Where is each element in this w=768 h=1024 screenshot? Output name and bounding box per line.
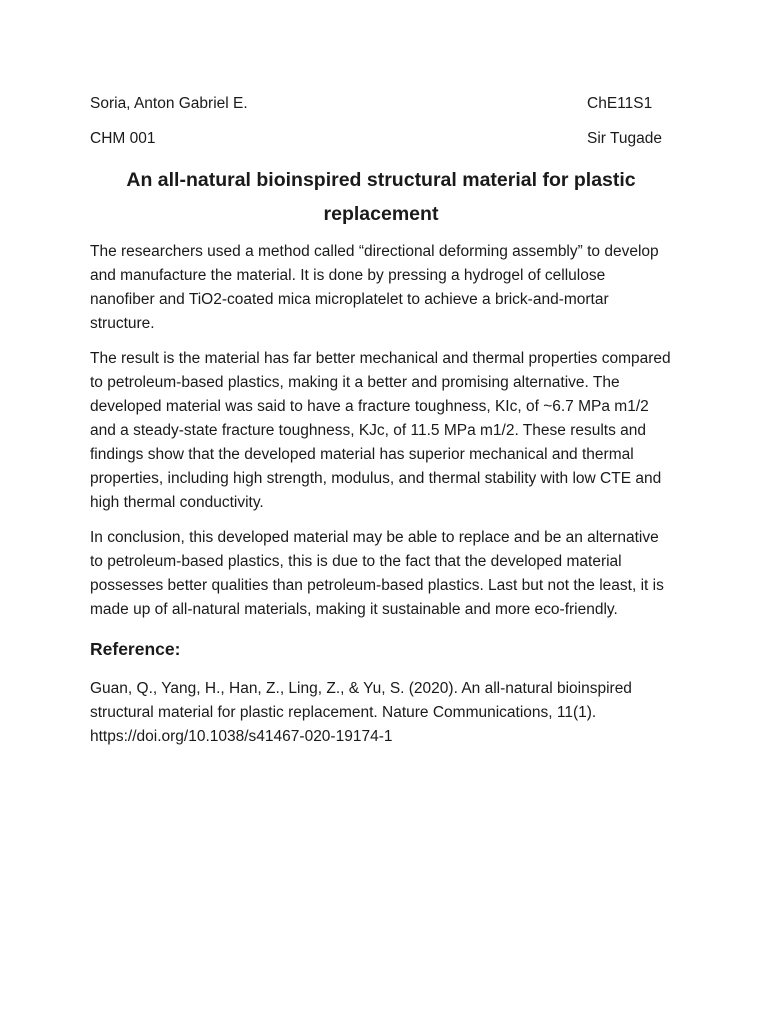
instructor-name: Sir Tugade [587, 130, 662, 147]
document-title: An all-natural bioinspired structural material for plastic replacement [126, 169, 636, 225]
reference-heading: Reference: [90, 639, 181, 659]
document-page [90, 92, 672, 749]
body-paragraph-conclusion: In conclusion, this developed material may be able to replace and be an alternative to petroleum-based plastics, this is due to the fact that the developed material possesses better qualities than petroleum-based plastics. Last but not the least, it is made up of all-natural materials, making it sustainable and more eco-friendly. [90, 529, 664, 618]
reference-citation: Guan, Q., Yang, H., Han, Z., Ling, Z., & Yu, S. (2020). An all-natural bioinspired structural material for plastic replacement. Nature Communications, 11(1). https://doi.org/10.1038/s41467-020-19174-1 [90, 680, 632, 745]
body-paragraph-method: The researchers used a method called “directional deforming assembly” to develop and manufacture the material. It is done by pressing a hydrogel of cellulose nanofiber and TiO2-coated mica microplatelet to achieve a brick-and-mortar structure. [90, 243, 659, 332]
header-row-1 [90, 92, 672, 116]
body-paragraph-results: The result is the material has far better mechanical and thermal properties compared to petroleum-based plastics, making it a better and promising alternative. The developed material was said to have a fracture toughness, KIc, of ~6.7 MPa m1/2 and a steady-state fracture toughness, KJc, of 11.5 MPa m1/2. These results and findings show that the developed material has superior mechanical and thermal properties, including high strength, modulus, and thermal stability with low CTE and high thermal conductivity. [90, 350, 671, 511]
author-name: Soria, Anton Gabriel E. [90, 95, 248, 112]
course-code: CHM 001 [90, 130, 156, 147]
class-section: ChE11S1 [587, 95, 653, 112]
header-row-2 [90, 127, 672, 151]
